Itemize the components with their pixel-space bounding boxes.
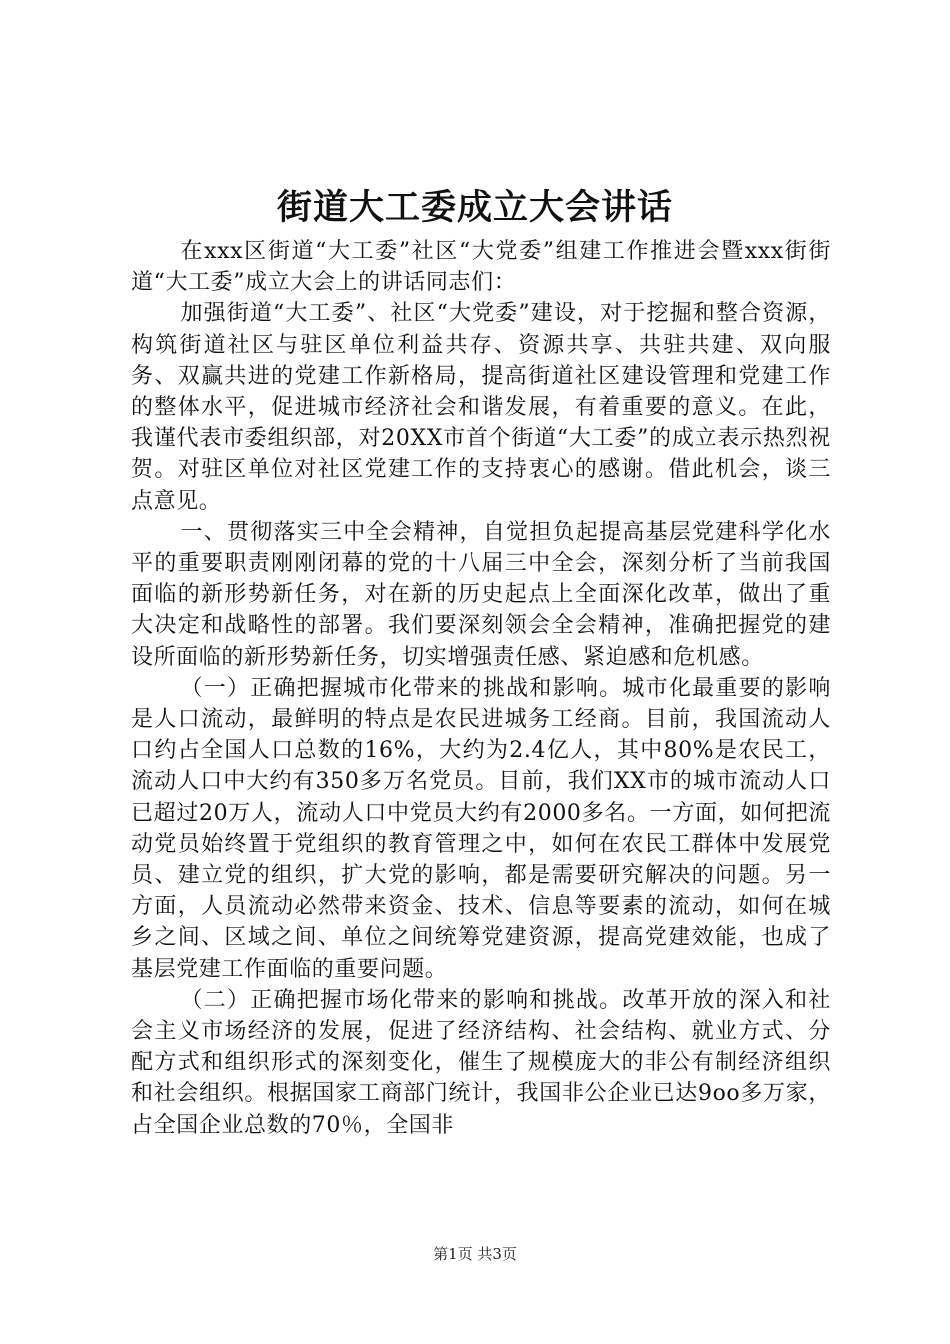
paragraph-section-one: 一、贯彻落实三中全会精神，自觉担负起提高基层党建科学化水平的重要职责刚刚闭幕的党的十八届三中全会，深刻分析了当前我国面临的新形势新任务，对在新的历史起点上全面深化改革，做出了重大决定和战略性的部署。我们要深刻领会全会精神，准确把握党的建设所面临的新形势新任务，切实增强责任感、紧迫感和危机感。 xyxy=(131,519,831,670)
paragraph-intro: 加强街道“大工委”、社区“大党委”建设，对于挖掘和整合资源，构筑街道社区与驻区单位利益共存、资源共享、共驻共建、双向服务、双赢共进的党建工作新格局，提高街道社区建设管理和党建工作的整体水平，促进城市经济社会和谐发展，有着重要的意义。在此，我谨代表市委组织部，对20XX市首个街道“大工委”的成立表示热烈祝贺。对驻区单位对社区党建工作的支持衷心的感谢。借此机会，谈三点意见。 xyxy=(131,301,831,514)
paragraph-subsection-two: （二）正确把握市场化带来的影响和挑战。改革开放的深入和社会主义市场经济的发展，促进了经济结构、社会结构、就业方式、分配方式和组织形式的深刻变化，催生了规模庞大的非公有制经济组织和社会组织。根据国家工商部门统计，我国非公企业已达9oo多万家，占全国企业总数的70％，全国非 xyxy=(131,987,831,1138)
page-title: 街道大工委成立大会讲话 xyxy=(276,187,673,228)
page-number-footer: 第1页 共3页 xyxy=(433,1245,517,1263)
paragraph-salutation: 在xxx区街道“大工委”社区“大党委”组建工作推进会暨xxx街街道“大工委”成立大会上的讲话同志们： xyxy=(131,239,831,296)
document-body xyxy=(131,236,831,1141)
paragraph-subsection-one: （一）正确把握城市化带来的挑战和影响。城市化最重要的影响是人口流动，最鲜明的特点是农民进城务工经商。目前，我国流动人口约占全国人口总数的16%，大约为2.4亿人，其中80%是农民工，流动人口中大约有350多万名党员。目前，我们XX市的城市流动人口已超过20万人，流动人口中党员大约有2000多名。一方面，如何把流动党员始终置于党组织的教育管理之中，如何在农民工群体中发展党员、建立党的组织，扩大党的影响，都是需要研究解决的问题。另一方面，人员流动必然带来资金、技术、信息等要素的流动，如何在城乡之间、区域之间、单位之间统筹党建资源，提高党建效能，也成了基层党建工作面临的重要问题。 xyxy=(131,675,831,982)
